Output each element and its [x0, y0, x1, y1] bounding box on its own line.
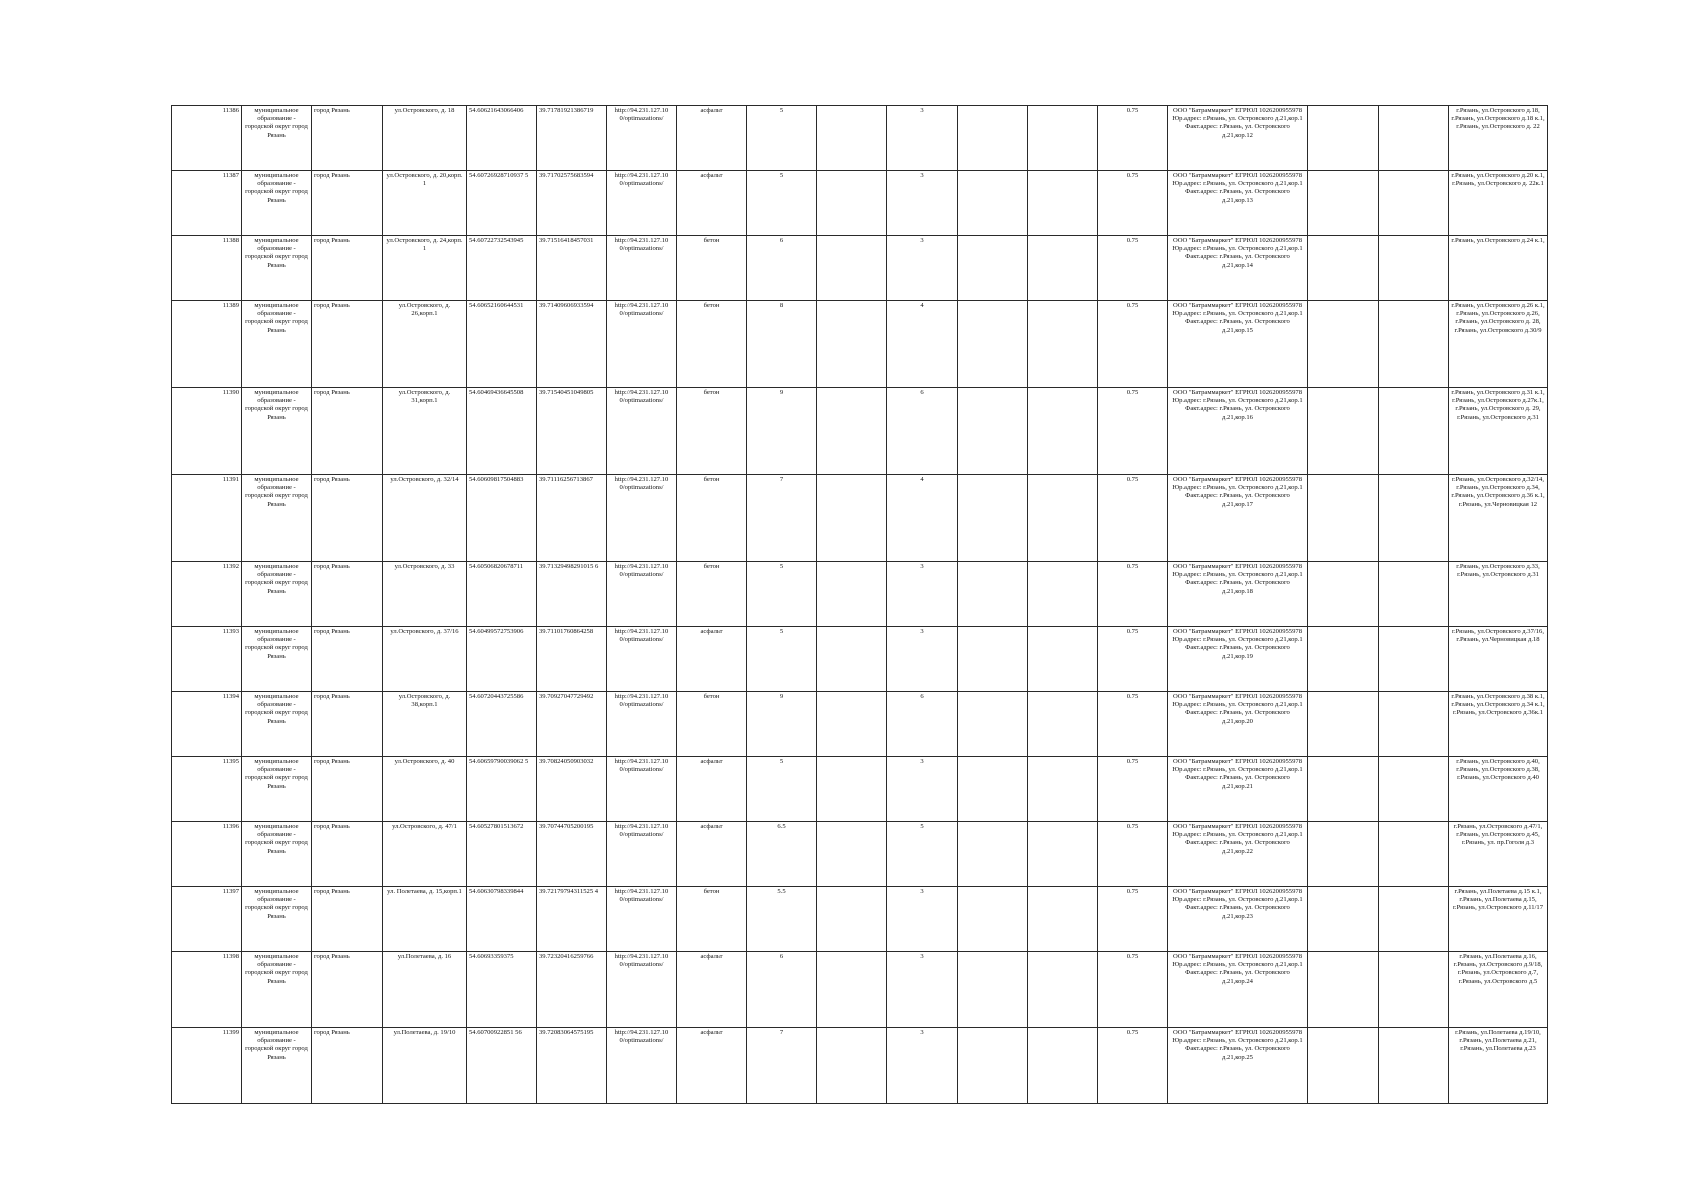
served-addresses-cell: г.Рязань, ул.Полетаева д.19/10, г.Рязань, ул.Полетаева д.21, г.Рязань, ул.Полетаева д.23 — [1449, 1028, 1548, 1104]
owner-organization-cell: ООО "Батраммаркет" ЕГРЮЛ 1026200955978 Юр.адрес: г.Рязань, ул. Островского д.21,кор.1 Факт.адрес: г.Рязань, ул. Островского д.21,кор.16 — [1168, 388, 1308, 475]
longitude-cell: 39.70824050903032 — [537, 757, 607, 822]
longitude-cell: 39.70927047729492 — [537, 692, 607, 757]
empty-cell — [817, 562, 887, 627]
longitude-cell: 39.71516418457031 — [537, 236, 607, 301]
record-id: 11392 — [172, 562, 242, 627]
municipality-cell: муниципальное образование - городской округ город Рязань — [242, 171, 312, 236]
record-id: 11393 — [172, 627, 242, 692]
url-cell: http://94.231.127.10 0/optimazations/ — [607, 562, 677, 627]
empty-cell — [1379, 236, 1449, 301]
empty-cell — [817, 388, 887, 475]
table-row — [172, 171, 1548, 236]
record-id: 11394 — [172, 692, 242, 757]
table-row — [172, 301, 1548, 388]
owner-organization-cell: ООО "Батраммаркет" ЕГРЮЛ 1026200955978 Юр.адрес: г.Рязань, ул. Островского д.21,кор.1 Факт.адрес: г.Рязань, ул. Островского д.21,кор.19 — [1168, 627, 1308, 692]
container-count-cell: 6 — [887, 692, 958, 757]
served-addresses-cell: г.Рязань, ул.Островского д.24 к.1, — [1449, 236, 1548, 301]
container-count-cell: 3 — [887, 106, 958, 171]
area-cell: 6.5 — [747, 822, 817, 887]
area-cell: 9 — [747, 388, 817, 475]
empty-cell — [1379, 692, 1449, 757]
container-count-cell: 3 — [887, 757, 958, 822]
municipality-cell: муниципальное образование - городской округ город Рязань — [242, 236, 312, 301]
latitude-cell: 54.60630798339844 — [467, 887, 537, 952]
municipality-cell: муниципальное образование - городской округ город Рязань — [242, 388, 312, 475]
served-addresses-cell: г.Рязань, ул.Островского д.37/16, г.Рязань, ул.Черновицкая д.18 — [1449, 627, 1548, 692]
address-cell: ул.Островского, д. 18 — [383, 106, 467, 171]
longitude-cell: 39.72083064575195 — [537, 1028, 607, 1104]
address-cell: ул.Островского, д. 24,корп. 1 — [383, 236, 467, 301]
area-cell: 7 — [747, 475, 817, 562]
municipality-cell: муниципальное образование - городской округ город Рязань — [242, 562, 312, 627]
container-count-cell: 4 — [887, 475, 958, 562]
container-count-cell: 3 — [887, 887, 958, 952]
empty-cell — [817, 757, 887, 822]
city-cell: город Рязань — [312, 236, 383, 301]
empty-cell — [958, 757, 1028, 822]
empty-cell — [1379, 887, 1449, 952]
served-addresses-cell: г.Рязань, ул.Островского д.40, г.Рязань, ул.Островского д.38, г.Рязань, ул.Островского д.40 — [1449, 757, 1548, 822]
empty-cell — [817, 171, 887, 236]
address-cell: ул.Островского, д. 31,корп.1 — [383, 388, 467, 475]
empty-cell — [1028, 301, 1098, 388]
area-cell: 5 — [747, 562, 817, 627]
container-count-cell: 3 — [887, 562, 958, 627]
record-id: 11395 — [172, 757, 242, 822]
area-cell: 5 — [747, 171, 817, 236]
record-id: 11398 — [172, 952, 242, 1028]
record-id: 11387 — [172, 171, 242, 236]
table-row — [172, 388, 1548, 475]
city-cell: город Рязань — [312, 301, 383, 388]
url-cell: http://94.231.127.10 0/optimazations/ — [607, 757, 677, 822]
owner-organization-cell: ООО "Батраммаркет" ЕГРЮЛ 1026200955978 Юр.адрес: г.Рязань, ул. Островского д.21,кор.1 Факт.адрес: г.Рязань, ул. Островского д.21,кор.18 — [1168, 562, 1308, 627]
address-cell: ул. Полетаева, д. 15,корп.1 — [383, 887, 467, 952]
latitude-cell: 54.60506820678711 — [467, 562, 537, 627]
empty-cell — [1308, 952, 1379, 1028]
empty-cell — [1308, 301, 1379, 388]
empty-cell — [1308, 562, 1379, 627]
empty-cell — [958, 388, 1028, 475]
owner-organization-cell: ООО "Батраммаркет" ЕГРЮЛ 1026200955978 Юр.адрес: г.Рязань, ул. Островского д.21,кор.1 Факт.адрес: г.Рязань, ул. Островского д.21,кор.20 — [1168, 692, 1308, 757]
surface-cell: бетон — [677, 236, 747, 301]
volume-cell: 0.75 — [1098, 692, 1168, 757]
longitude-cell: 39.72320416259766 — [537, 952, 607, 1028]
empty-cell — [958, 887, 1028, 952]
container-count-cell: 3 — [887, 1028, 958, 1104]
url-cell: http://94.231.127.10 0/optimazations/ — [607, 692, 677, 757]
surface-cell: асфальт — [677, 952, 747, 1028]
area-cell: 5 — [747, 757, 817, 822]
surface-cell: бетон — [677, 301, 747, 388]
empty-cell — [1308, 475, 1379, 562]
empty-cell — [958, 627, 1028, 692]
table-row — [172, 1028, 1548, 1104]
container-count-cell: 4 — [887, 301, 958, 388]
address-cell: ул.Полетаева, д. 19/10 — [383, 1028, 467, 1104]
volume-cell: 0.75 — [1098, 301, 1168, 388]
record-id: 11386 — [172, 106, 242, 171]
municipality-cell: муниципальное образование - городской округ город Рязань — [242, 887, 312, 952]
url-cell: http://94.231.127.10 0/optimazations/ — [607, 627, 677, 692]
container-count-cell: 3 — [887, 171, 958, 236]
volume-cell: 0.75 — [1098, 106, 1168, 171]
volume-cell: 0.75 — [1098, 1028, 1168, 1104]
empty-cell — [1028, 692, 1098, 757]
longitude-cell: 39.71329498291015 6 — [537, 562, 607, 627]
empty-cell — [1379, 171, 1449, 236]
area-cell: 5 — [747, 106, 817, 171]
url-cell: http://94.231.127.10 0/optimazations/ — [607, 952, 677, 1028]
empty-cell — [1308, 757, 1379, 822]
empty-cell — [1308, 627, 1379, 692]
longitude-cell: 39.72179794311525 4 — [537, 887, 607, 952]
table-row — [172, 952, 1548, 1028]
address-cell: ул.Островского, д. 38,корп.1 — [383, 692, 467, 757]
municipality-cell: муниципальное образование - городской округ город Рязань — [242, 692, 312, 757]
city-cell: город Рязань — [312, 952, 383, 1028]
owner-organization-cell: ООО "Батраммаркет" ЕГРЮЛ 1026200955978 Юр.адрес: г.Рязань, ул. Островского д.21,кор.1 Факт.адрес: г.Рязань, ул. Островского д.21,кор.25 — [1168, 1028, 1308, 1104]
served-addresses-cell: г.Рязань, ул.Островского д.47/1, г.Рязань, ул.Островского д.45, г.Рязань, ул. пр.Гоголя д.3 — [1449, 822, 1548, 887]
empty-cell — [1028, 236, 1098, 301]
record-id: 11388 — [172, 236, 242, 301]
area-cell: 7 — [747, 1028, 817, 1104]
empty-cell — [817, 822, 887, 887]
empty-cell — [958, 562, 1028, 627]
served-addresses-cell: г.Рязань, ул.Островского д.20 к.1, г.Рязань, ул.Островского д. 22к.1 — [1449, 171, 1548, 236]
area-cell: 6 — [747, 236, 817, 301]
record-id: 11396 — [172, 822, 242, 887]
longitude-cell: 39.71702575683594 — [537, 171, 607, 236]
served-addresses-cell: г.Рязань, ул.Островского д.18, г.Рязань, ул.Островского д.18 к.1, г.Рязань, ул.Островского д. 22 — [1449, 106, 1548, 171]
area-cell: 5.5 — [747, 887, 817, 952]
container-count-cell: 5 — [887, 822, 958, 887]
url-cell: http://94.231.127.10 0/optimazations/ — [607, 822, 677, 887]
owner-organization-cell: ООО "Батраммаркет" ЕГРЮЛ 1026200955978 Юр.адрес: г.Рязань, ул. Островского д.21,кор.1 Факт.адрес: г.Рязань, ул. Островского д.21,кор.14 — [1168, 236, 1308, 301]
municipality-cell: муниципальное образование - городской округ город Рязань — [242, 627, 312, 692]
city-cell: город Рязань — [312, 692, 383, 757]
empty-cell — [1028, 475, 1098, 562]
table-row — [172, 887, 1548, 952]
empty-cell — [1379, 301, 1449, 388]
record-id: 11397 — [172, 887, 242, 952]
city-cell: город Рязань — [312, 171, 383, 236]
empty-cell — [958, 952, 1028, 1028]
city-cell: город Рязань — [312, 822, 383, 887]
empty-cell — [1308, 822, 1379, 887]
container-count-cell: 3 — [887, 627, 958, 692]
latitude-cell: 54.60527801513672 — [467, 822, 537, 887]
empty-cell — [817, 692, 887, 757]
volume-cell: 0.75 — [1098, 236, 1168, 301]
empty-cell — [817, 952, 887, 1028]
volume-cell: 0.75 — [1098, 952, 1168, 1028]
address-cell: ул.Островского, д. 33 — [383, 562, 467, 627]
latitude-cell: 54.60720443725586 — [467, 692, 537, 757]
empty-cell — [1379, 757, 1449, 822]
served-addresses-cell: г.Рязань, ул.Островского д.26 к.1, г.Рязань, ул.Островского д.26, г.Рязань, ул.Островского д. 28, г.Рязань, ул.Островского д.30/9 — [1449, 301, 1548, 388]
empty-cell — [1028, 887, 1098, 952]
empty-cell — [817, 887, 887, 952]
owner-organization-cell: ООО "Батраммаркет" ЕГРЮЛ 1026200955978 Юр.адрес: г.Рязань, ул. Островского д.21,кор.1 Факт.адрес: г.Рязань, ул. Островского д.21,кор.23 — [1168, 887, 1308, 952]
empty-cell — [1028, 562, 1098, 627]
volume-cell: 0.75 — [1098, 887, 1168, 952]
municipality-cell: муниципальное образование - городской округ город Рязань — [242, 952, 312, 1028]
empty-cell — [1028, 627, 1098, 692]
table-row — [172, 475, 1548, 562]
volume-cell: 0.75 — [1098, 757, 1168, 822]
owner-organization-cell: ООО "Батраммаркет" ЕГРЮЛ 1026200955978 Юр.адрес: г.Рязань, ул. Островского д.21,кор.1 Факт.адрес: г.Рязань, ул. Островского д.21,кор.15 — [1168, 301, 1308, 388]
surface-cell: бетон — [677, 692, 747, 757]
surface-cell: асфальт — [677, 757, 747, 822]
empty-cell — [1028, 822, 1098, 887]
empty-cell — [1379, 952, 1449, 1028]
longitude-cell: 39.71781921386719 — [537, 106, 607, 171]
empty-cell — [1028, 952, 1098, 1028]
served-addresses-cell: г.Рязань, ул.Островского д.31 к.1, г.Рязань, ул.Островского д.27к.1, г.Рязань, ул.Островского д. 29, г.Рязань, ул.Островского д.31 — [1449, 388, 1548, 475]
longitude-cell: 39.71101760864258 — [537, 627, 607, 692]
table-row — [172, 822, 1548, 887]
served-addresses-cell: г.Рязань, ул.Островского д.38 к.1, г.Рязань, ул.Островского д.34 к.1, г.Рязань, ул.Островского д.36к.1 — [1449, 692, 1548, 757]
table-row — [172, 562, 1548, 627]
empty-cell — [1379, 822, 1449, 887]
empty-cell — [1308, 1028, 1379, 1104]
latitude-cell: 54.60652160644531 — [467, 301, 537, 388]
url-cell: http://94.231.127.10 0/optimazations/ — [607, 106, 677, 171]
longitude-cell: 39.70744705200195 — [537, 822, 607, 887]
empty-cell — [958, 822, 1028, 887]
served-addresses-cell: г.Рязань, ул.Полетаева д.16, г.Рязань, ул.Островского д.9/18, г.Рязань, ул.Островского д.7, г.Рязань, ул.Островского д.5 — [1449, 952, 1548, 1028]
address-cell: ул.Островского, д. 37/16 — [383, 627, 467, 692]
municipality-cell: муниципальное образование - городской округ город Рязань — [242, 475, 312, 562]
empty-cell — [958, 236, 1028, 301]
owner-organization-cell: ООО "Батраммаркет" ЕГРЮЛ 1026200955978 Юр.адрес: г.Рязань, ул. Островского д.21,кор.1 Факт.адрес: г.Рязань, ул. Островского д.21,кор.24 — [1168, 952, 1308, 1028]
volume-cell: 0.75 — [1098, 388, 1168, 475]
empty-cell — [958, 475, 1028, 562]
address-cell: ул.Островского, д. 40 — [383, 757, 467, 822]
empty-cell — [958, 301, 1028, 388]
table-row — [172, 757, 1548, 822]
record-id: 11399 — [172, 1028, 242, 1104]
served-addresses-cell: г.Рязань, ул.Островского д.32/14, г.Рязань, ул.Островского д.34, г.Рязань, ул.Островского д.36 к.1, г.Рязань, ул.Черновицкая 12 — [1449, 475, 1548, 562]
surface-cell: бетон — [677, 887, 747, 952]
latitude-cell: 54.60700922851 56 — [467, 1028, 537, 1104]
volume-cell: 0.75 — [1098, 627, 1168, 692]
table-row — [172, 106, 1548, 171]
url-cell: http://94.231.127.10 0/optimazations/ — [607, 887, 677, 952]
empty-cell — [1308, 887, 1379, 952]
url-cell: http://94.231.127.10 0/optimazations/ — [607, 301, 677, 388]
container-count-cell: 6 — [887, 388, 958, 475]
table-row — [172, 627, 1548, 692]
empty-cell — [1308, 388, 1379, 475]
city-cell: город Рязань — [312, 562, 383, 627]
url-cell: http://94.231.127.10 0/optimazations/ — [607, 236, 677, 301]
city-cell: город Рязань — [312, 627, 383, 692]
longitude-cell: 39.71540451049805 — [537, 388, 607, 475]
address-cell: ул.Островского, д. 47/1 — [383, 822, 467, 887]
area-cell: 9 — [747, 692, 817, 757]
table-row — [172, 692, 1548, 757]
empty-cell — [817, 1028, 887, 1104]
surface-cell: асфальт — [677, 171, 747, 236]
latitude-cell: 54.60659790039062 5 — [467, 757, 537, 822]
record-id: 11389 — [172, 301, 242, 388]
municipality-cell: муниципальное образование - городской округ город Рязань — [242, 822, 312, 887]
record-id: 11390 — [172, 388, 242, 475]
volume-cell: 0.75 — [1098, 171, 1168, 236]
latitude-cell: 54.60726928710937 5 — [467, 171, 537, 236]
volume-cell: 0.75 — [1098, 822, 1168, 887]
city-cell: город Рязань — [312, 475, 383, 562]
area-cell: 8 — [747, 301, 817, 388]
table-row — [172, 236, 1548, 301]
city-cell: город Рязань — [312, 106, 383, 171]
city-cell: город Рязань — [312, 757, 383, 822]
empty-cell — [1379, 388, 1449, 475]
area-cell: 5 — [747, 627, 817, 692]
municipality-cell: муниципальное образование - городской округ город Рязань — [242, 301, 312, 388]
container-count-cell: 3 — [887, 952, 958, 1028]
empty-cell — [1028, 388, 1098, 475]
empty-cell — [1379, 106, 1449, 171]
empty-cell — [1379, 475, 1449, 562]
empty-cell — [817, 301, 887, 388]
latitude-cell: 54.60499572753906 — [467, 627, 537, 692]
empty-cell — [958, 106, 1028, 171]
empty-cell — [1308, 236, 1379, 301]
longitude-cell: 39.71409606933594 — [537, 301, 607, 388]
empty-cell — [1379, 627, 1449, 692]
municipality-cell: муниципальное образование - городской округ город Рязань — [242, 106, 312, 171]
empty-cell — [1379, 1028, 1449, 1104]
empty-cell — [958, 1028, 1028, 1104]
surface-cell: бетон — [677, 388, 747, 475]
surface-cell: асфальт — [677, 627, 747, 692]
empty-cell — [817, 475, 887, 562]
owner-organization-cell: ООО "Батраммаркет" ЕГРЮЛ 1026200955978 Юр.адрес: г.Рязань, ул. Островского д.21,кор.1 Факт.адрес: г.Рязань, ул. Островского д.21,кор.13 — [1168, 171, 1308, 236]
empty-cell — [1028, 1028, 1098, 1104]
city-cell: город Рязань — [312, 388, 383, 475]
registry-table — [171, 105, 1548, 1104]
empty-cell — [1028, 757, 1098, 822]
municipality-cell: муниципальное образование - городской округ город Рязань — [242, 1028, 312, 1104]
empty-cell — [1308, 171, 1379, 236]
surface-cell: асфальт — [677, 1028, 747, 1104]
latitude-cell: 54.60609817504883 — [467, 475, 537, 562]
empty-cell — [1308, 106, 1379, 171]
empty-cell — [1379, 562, 1449, 627]
empty-cell — [817, 236, 887, 301]
volume-cell: 0.75 — [1098, 562, 1168, 627]
address-cell: ул.Островского, д. 26,корп.1 — [383, 301, 467, 388]
empty-cell — [958, 171, 1028, 236]
area-cell: 6 — [747, 952, 817, 1028]
container-count-cell: 3 — [887, 236, 958, 301]
address-cell: ул.Островского, д. 32/14 — [383, 475, 467, 562]
city-cell: город Рязань — [312, 887, 383, 952]
url-cell: http://94.231.127.10 0/optimazations/ — [607, 1028, 677, 1104]
owner-organization-cell: ООО "Батраммаркет" ЕГРЮЛ 1026200955978 Юр.адрес: г.Рязань, ул. Островского д.21,кор.1 Факт.адрес: г.Рязань, ул. Островского д.21,кор.17 — [1168, 475, 1308, 562]
latitude-cell: 54.60469436645508 — [467, 388, 537, 475]
url-cell: http://94.231.127.10 0/optimazations/ — [607, 475, 677, 562]
address-cell: ул.Полетаева, д. 16 — [383, 952, 467, 1028]
served-addresses-cell: г.Рязань, ул.Полетаева д.15 к.1, г.Рязань, ул.Полетаева д.15, г.Рязань, ул.Островского д.11/17 — [1449, 887, 1548, 952]
longitude-cell: 39.71116256713867 — [537, 475, 607, 562]
owner-organization-cell: ООО "Батраммаркет" ЕГРЮЛ 1026200955978 Юр.адрес: г.Рязань, ул. Островского д.21,кор.1 Факт.адрес: г.Рязань, ул. Островского д.21,кор.22 — [1168, 822, 1308, 887]
record-id: 11391 — [172, 475, 242, 562]
surface-cell: асфальт — [677, 106, 747, 171]
surface-cell: бетон — [677, 475, 747, 562]
empty-cell — [1028, 171, 1098, 236]
address-cell: ул.Островского, д. 20,корп. 1 — [383, 171, 467, 236]
municipality-cell: муниципальное образование - городской округ город Рязань — [242, 757, 312, 822]
owner-organization-cell: ООО "Батраммаркет" ЕГРЮЛ 1026200955978 Юр.адрес: г.Рязань, ул. Островского д.21,кор.1 Факт.адрес: г.Рязань, ул. Островского д.21,кор.12 — [1168, 106, 1308, 171]
latitude-cell: 54.60621643066406 — [467, 106, 537, 171]
latitude-cell: 54.60693359375 — [467, 952, 537, 1028]
url-cell: http://94.231.127.10 0/optimazations/ — [607, 171, 677, 236]
city-cell: город Рязань — [312, 1028, 383, 1104]
owner-organization-cell: ООО "Батраммаркет" ЕГРЮЛ 1026200955978 Юр.адрес: г.Рязань, ул. Островского д.21,кор.1 Факт.адрес: г.Рязань, ул. Островского д.21,кор.21 — [1168, 757, 1308, 822]
volume-cell: 0.75 — [1098, 475, 1168, 562]
surface-cell: асфальт — [677, 822, 747, 887]
empty-cell — [958, 692, 1028, 757]
empty-cell — [817, 106, 887, 171]
latitude-cell: 54.60722732543945 — [467, 236, 537, 301]
served-addresses-cell: г.Рязань, ул.Островского д.33, г.Рязань, ул.Островского д.31 — [1449, 562, 1548, 627]
surface-cell: бетон — [677, 562, 747, 627]
empty-cell — [817, 627, 887, 692]
empty-cell — [1308, 692, 1379, 757]
empty-cell — [1028, 106, 1098, 171]
url-cell: http://94.231.127.10 0/optimazations/ — [607, 388, 677, 475]
